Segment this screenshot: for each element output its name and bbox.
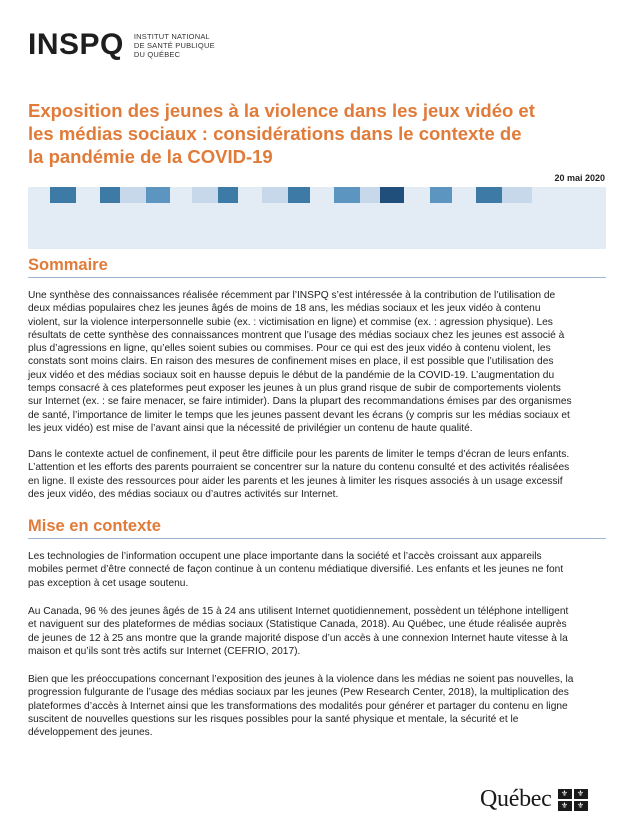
fleur-de-lis-glyph: ⚜ <box>574 801 588 811</box>
paragraph-line: jeux vidéo et des médias sociaux soit en hausse depuis le début de la pandémie de la COVID-19. L’augmentation du <box>28 369 555 381</box>
paragraph-line: en ligne. Il existe des ressources pour aider les parents et les jeunes à limiter les risques associés à un usage excessif <box>28 475 563 487</box>
paragraph <box>28 605 608 658</box>
paragraph-line: deux médias populaires chez les jeunes âgés de moins de 18 ans, les médias sociaux et les jeux vidéo à contenu <box>28 303 541 315</box>
paragraph-line: constats sont moins clairs. En raison des mesures de confinement mises en place, il est possible que l’utilisation des <box>28 356 554 368</box>
paragraph-line: plus d’agressions en ligne, qu’elles soient subies ou commises. Pour ce qui est des jeux vidéo à contenu violent, les <box>28 343 551 355</box>
band-block <box>50 187 76 203</box>
band-block <box>430 187 452 203</box>
title-line: les médias sociaux : considérations dans le contexte de <box>28 123 522 144</box>
title-line: la pandémie de la COVID-19 <box>28 146 273 167</box>
band-block <box>310 187 334 203</box>
band-block <box>532 187 560 203</box>
section-heading-contexte: Mise en contexte <box>28 517 161 535</box>
inspq-wordmark: INSPQ <box>28 28 124 61</box>
institute-line: INSTITUT NATIONAL <box>133 31 210 41</box>
paragraph-line: Au Canada, 96 % des jeunes âgés de 15 à 24 ans utilisent Internet quotidiennement, possèdent un téléphone intelligent <box>28 606 569 617</box>
paragraph-line: Les technologies de l’information occupent une place importante dans la société et l’accès croissant aux appareils <box>28 551 542 562</box>
paragraph-line: des jeux vidéo, des médias sociaux ou d’autres activités sur Internet. <box>28 488 339 500</box>
paragraph-line: Dans le contexte actuel de confinement, il peut être difficile pour les parents de limiter le temps d’écran de leurs enfants. <box>28 449 570 460</box>
band-block <box>502 187 532 203</box>
paragraph-line: de santé, l’importance de limiter le temps que les jeunes passent devant les écrans (y compris sur les médias sociaux et <box>28 409 570 421</box>
band-block <box>120 187 146 203</box>
band-block <box>28 187 50 203</box>
paragraph <box>28 289 608 435</box>
band-block <box>452 187 476 203</box>
paragraph-line: résultats de cette synthèse des connaissances montrent que l’usage des médias sociaux chez les jeunes est associé à <box>28 329 565 341</box>
paragraph-line: les jeux vidéo) est mise de l’avant ainsi que la nécessité de privilégier un contenu de haute qualité. <box>28 422 473 434</box>
band-block <box>100 187 120 203</box>
section-heading-sommaire: Sommaire <box>28 256 108 274</box>
band-block <box>334 187 360 203</box>
fleur-de-lis-glyph: ⚜ <box>574 789 588 799</box>
paragraph-line: L’attention et les efforts des parents pourraient se concentrer sur la nature du contenu consulté et des activités réalisées <box>28 462 570 474</box>
paragraph <box>28 673 608 739</box>
paragraph-line: violent, sur la violence interpersonnelle subie (ex. : victimisation en ligne) et commise (ex. : agression physique). Les <box>28 316 553 328</box>
quebec-logo <box>480 786 588 813</box>
decorative-band <box>28 187 606 249</box>
band-block <box>218 187 238 203</box>
paragraph-line: pas exception à cet usage soutenu. <box>28 577 189 589</box>
band-block <box>404 187 430 203</box>
paragraph-line: développement des jeunes. <box>28 727 153 739</box>
paragraph-line: et naviguent sur des plateformes de médias sociaux (Statistique Canada, 2018). Au Québec, une étude réalisée auprès <box>28 619 567 631</box>
paragraph-line: maison et qu’ils sont très actifs sur Internet (CEFRIO, 2017). <box>28 645 301 657</box>
section-divider <box>28 277 606 278</box>
fleur-de-lis-glyph: ⚜ <box>558 789 572 799</box>
paragraph-line: progression fulgurante de l’usage des médias sociaux par les jeunes (Pew Research Center, 2018), la multiplication des <box>28 687 569 699</box>
band-block <box>192 187 218 203</box>
band-block <box>170 187 192 203</box>
paragraph-line: Bien que les préoccupations concernant l’exposition des jeunes à la violence dans les médias ne soient pas nouvelles, la <box>28 674 574 685</box>
band-block <box>288 187 310 203</box>
band-block <box>476 187 502 203</box>
band-block <box>380 187 404 203</box>
band-color-strip <box>28 187 606 203</box>
band-block <box>238 187 262 203</box>
fleur-de-lis-icon <box>558 789 588 811</box>
publication-date: 20 mai 2020 <box>554 173 605 183</box>
paragraph <box>28 448 608 501</box>
band-block <box>262 187 288 203</box>
title-line: Exposition des jeunes à la violence dans les jeux vidéo et <box>28 100 535 121</box>
band-block <box>146 187 170 203</box>
paragraph <box>28 550 608 590</box>
quebec-wordmark: Québec <box>480 786 552 812</box>
institute-line: DU QUÉBEC <box>133 49 181 59</box>
document-title <box>28 99 613 168</box>
band-block <box>76 187 100 203</box>
paragraph-line: de jeunes de 12 à 25 ans montre que la grande majorité dispose d’un accès à une connexion Internet haute vitesse à la <box>28 632 568 644</box>
band-block <box>360 187 380 203</box>
paragraph-line: plateformes d’accès à Internet ainsi que les transformations des modalités pour générer et partager du contenu en ligne <box>28 700 568 712</box>
inspq-logo <box>28 30 215 60</box>
institute-name <box>134 32 215 59</box>
paragraph-line: mobiles permet d’être connecté de façon continue à un contenu médiatique diversifié. Les enfants et les jeunes ne font <box>28 564 564 576</box>
paragraph-line: sur Internet (ex. : se faire menacer, se faire intimider). Dans la plupart des recommandations émises par des organismes <box>28 396 572 408</box>
paragraph-line: suscitent de nouvelles questions sur les risques possibles pour la santé physique et mentale, la sécurité et le <box>28 713 519 725</box>
paragraph-line: Une synthèse des connaissances réalisée récemment par l’INSPQ s’est intéressée à la contribution de l’utilisation de <box>28 290 556 301</box>
section-divider <box>28 538 606 539</box>
institute-line: DE SANTÉ PUBLIQUE <box>133 40 215 50</box>
fleur-de-lis-glyph: ⚜ <box>558 801 572 811</box>
paragraph-line: temps consacré à ces plateformes peut exposer les jeunes à un plus grand risque de subir de comportements violents <box>28 383 561 395</box>
